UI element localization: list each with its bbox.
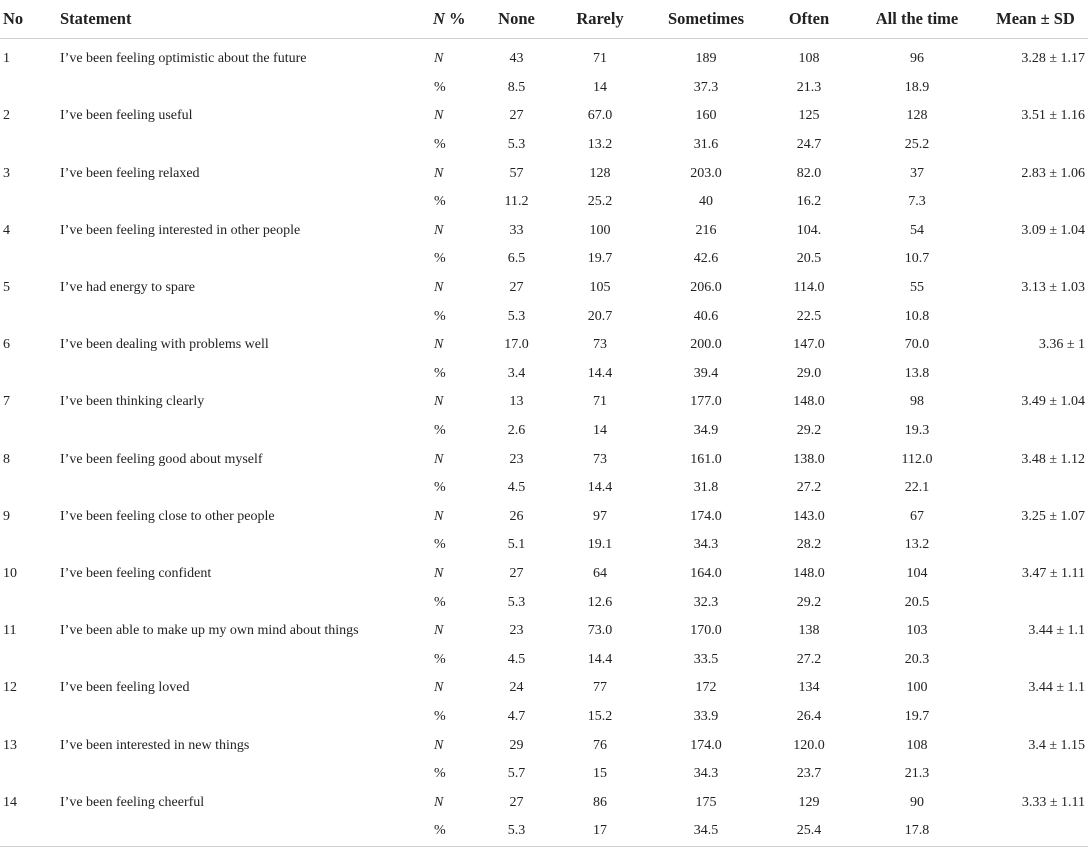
count-rarely: 71 (593, 51, 607, 67)
row-number: 14 (3, 794, 17, 810)
percent-often: 24.7 (796, 137, 822, 153)
percent-often: 25.4 (767, 817, 851, 846)
count-often: 148.0 (793, 394, 825, 410)
row-mean-blank (983, 645, 1088, 674)
row-n-label: N (434, 337, 444, 353)
row-mean-blank (983, 417, 1088, 446)
row-number-blank (0, 245, 58, 274)
row-n-label: N (434, 108, 444, 124)
row-mean-sd: 3.49 ± 1.04 (1021, 394, 1085, 410)
row-statement: I’ve been feeling useful (60, 108, 193, 124)
count-sometimes: 174.0 (690, 508, 722, 524)
header-mean-sd: Mean ± SD (983, 0, 1088, 39)
count-sometimes: 206.0 (690, 280, 722, 296)
percent-none: 6.5 (507, 251, 526, 267)
percent-none: 5.3 (507, 137, 526, 153)
percent-rarely: 14 (593, 423, 607, 439)
row-number-blank (0, 417, 58, 446)
row-pct-label: % (434, 251, 446, 267)
percent-rarely: 12.6 (587, 594, 613, 610)
percent-all-the-time: 7.3 (908, 194, 926, 210)
table-row-percent (0, 474, 1088, 503)
row-statement-blank (58, 760, 428, 789)
table-header (0, 0, 1088, 39)
row-mean-blank (983, 131, 1088, 160)
percent-all-the-time: 19.7 (904, 708, 930, 724)
percent-rarely: 25.2 (587, 194, 613, 210)
row-n-label: N (434, 508, 444, 524)
count-often: 104. (796, 222, 822, 238)
row-mean-blank (983, 74, 1088, 103)
header-no: No (0, 0, 58, 39)
count-all-the-time: 67 (910, 508, 924, 524)
table-row-percent (0, 360, 1088, 389)
row-mean-blank (983, 817, 1088, 846)
count-sometimes: 160 (695, 108, 717, 124)
row-statement: I’ve been feeling confident (60, 565, 212, 581)
count-rarely: 86 (593, 794, 607, 810)
count-often: 143.0 (793, 508, 825, 524)
percent-all-the-time: 22.1 (904, 480, 930, 496)
row-statement-blank (58, 703, 428, 732)
row-statement-blank (58, 188, 428, 217)
count-often: 134 (798, 680, 820, 696)
count-all-the-time: 112.0 (901, 451, 933, 467)
row-n-label: N (434, 451, 444, 467)
row-statement-blank (58, 302, 428, 331)
row-statement-blank (58, 645, 428, 674)
count-rarely: 76 (593, 737, 607, 753)
row-number-blank (0, 588, 58, 617)
row-statement: I’ve been feeling good about myself (60, 451, 263, 467)
percent-all-the-time: 10.8 (904, 308, 930, 324)
row-number-blank (0, 131, 58, 160)
row-mean-sd: 2.83 ± 1.06 (1021, 165, 1085, 181)
percent-rarely: 13.2 (587, 137, 613, 153)
percent-rarely: 17 (555, 817, 645, 846)
percent-sometimes: 40 (699, 194, 713, 210)
row-n-label: N (434, 51, 444, 67)
row-statement: I’ve had energy to spare (60, 280, 196, 296)
row-mean-sd: 3.28 ± 1.17 (1021, 51, 1085, 67)
table-row-percent (0, 588, 1088, 617)
row-mean-sd: 3.09 ± 1.04 (1021, 222, 1085, 238)
row-number: 9 (3, 508, 10, 524)
row-statement-blank (58, 245, 428, 274)
row-statement: I’ve been feeling relaxed (60, 165, 200, 181)
header-none: None (478, 0, 555, 39)
table-row-count (0, 617, 1088, 646)
count-often: 148.0 (793, 565, 825, 581)
count-rarely: 67.0 (587, 108, 613, 124)
row-mean-blank (983, 531, 1088, 560)
count-all-the-time: 55 (910, 280, 924, 296)
header-statement: Statement (58, 0, 428, 39)
row-pct-label: % (434, 651, 446, 667)
row-statement-blank (58, 74, 428, 103)
row-mean-sd: 3.33 ± 1.11 (1021, 794, 1085, 810)
percent-all-the-time: 13.2 (904, 537, 930, 553)
count-often: 138.0 (793, 451, 825, 467)
row-n-label: N (434, 222, 444, 238)
percent-sometimes: 34.5 (645, 817, 767, 846)
table-row-count (0, 445, 1088, 474)
percent-often: 26.4 (796, 708, 822, 724)
row-n-label: N (434, 623, 444, 639)
percent-often: 27.2 (796, 651, 822, 667)
table-row-count (0, 503, 1088, 532)
percent-none: 4.7 (507, 708, 526, 724)
table-row-count (0, 159, 1088, 188)
row-mean-blank (983, 302, 1088, 331)
percent-rarely: 14.4 (587, 651, 613, 667)
count-often: 125 (798, 108, 820, 124)
row-number-blank (0, 188, 58, 217)
row-pct-label: % (434, 308, 446, 324)
percent-often: 23.7 (796, 766, 822, 782)
row-n-label: N (434, 794, 444, 810)
header-pct-label: % (444, 9, 466, 28)
count-rarely: 73 (593, 337, 607, 353)
count-often: 108 (798, 51, 820, 67)
row-statement: I’ve been feeling interested in other people (60, 222, 301, 238)
percent-sometimes: 31.6 (693, 137, 719, 153)
header-all-the-time: All the time (851, 0, 983, 39)
count-sometimes: 170.0 (690, 623, 722, 639)
count-often: 120.0 (793, 737, 825, 753)
count-sometimes: 189 (695, 51, 717, 67)
percent-none: 5.7 (507, 766, 526, 782)
percent-often: 29.2 (796, 594, 822, 610)
count-sometimes: 216 (695, 222, 717, 238)
row-pct-label: % (434, 365, 446, 381)
percent-rarely: 19.1 (587, 537, 613, 553)
count-none: 27 (509, 794, 524, 810)
row-number-blank (0, 760, 58, 789)
table-row-count (0, 45, 1088, 74)
header-often: Often (767, 0, 851, 39)
percent-all-the-time: 18.9 (904, 79, 930, 95)
count-all-the-time: 100 (906, 680, 928, 696)
row-pct-label: % (434, 137, 446, 153)
row-n-label: N (434, 394, 444, 410)
percent-sometimes: 33.9 (693, 708, 719, 724)
table-row-percent (0, 302, 1088, 331)
count-none: 23 (509, 623, 524, 639)
table-row-count (0, 102, 1088, 131)
table-row-count (0, 217, 1088, 246)
row-number: 10 (3, 565, 17, 581)
count-all-the-time: 98 (910, 394, 924, 410)
row-number: 3 (3, 165, 10, 181)
percent-often: 28.2 (796, 537, 822, 553)
percent-sometimes: 34.3 (693, 537, 719, 553)
percent-rarely: 15.2 (587, 708, 613, 724)
row-statement: I’ve been feeling cheerful (60, 794, 205, 810)
row-n-label: N (434, 737, 444, 753)
header-n-label: N (433, 9, 445, 28)
row-pct-label: % (434, 480, 446, 496)
percent-sometimes: 40.6 (693, 308, 719, 324)
count-rarely: 105 (589, 280, 611, 296)
percent-all-the-time: 25.2 (904, 137, 930, 153)
table-row-percent (0, 645, 1088, 674)
count-often: 138 (798, 623, 820, 639)
row-number: 2 (3, 108, 10, 124)
percent-rarely: 14 (593, 79, 607, 95)
count-rarely: 73.0 (587, 623, 613, 639)
row-n-label: N (434, 680, 444, 696)
percent-none: 11.2 (504, 194, 529, 210)
count-rarely: 71 (593, 394, 607, 410)
header-rarely: Rarely (555, 0, 645, 39)
count-sometimes: 161.0 (690, 451, 722, 467)
count-all-the-time: 108 (906, 737, 928, 753)
count-none: 33 (509, 222, 524, 238)
row-statement: I’ve been feeling loved (60, 680, 190, 696)
row-number: 11 (3, 623, 17, 639)
row-number: 4 (3, 222, 10, 238)
percent-sometimes: 42.6 (693, 251, 719, 267)
table-row-percent (0, 760, 1088, 789)
row-number: 13 (3, 737, 17, 753)
count-none: 29 (509, 737, 524, 753)
row-mean-blank (983, 760, 1088, 789)
row-statement: I’ve been thinking clearly (60, 394, 205, 410)
row-statement: I’ve been dealing with problems well (60, 337, 269, 353)
row-statement-blank (58, 531, 428, 560)
row-number: 1 (3, 51, 10, 67)
row-mean-blank (983, 188, 1088, 217)
row-mean-sd: 3.48 ± 1.12 (1021, 451, 1085, 467)
percent-all-the-time: 20.5 (904, 594, 930, 610)
percent-sometimes: 33.5 (693, 651, 719, 667)
percent-none: 8.5 (507, 79, 526, 95)
table-row-percent (0, 131, 1088, 160)
count-none: 27 (509, 108, 524, 124)
row-mean-blank (983, 588, 1088, 617)
percent-none: 4.5 (507, 480, 526, 496)
count-none: 26 (509, 508, 524, 524)
count-none: 13 (509, 394, 524, 410)
count-sometimes: 203.0 (690, 165, 722, 181)
table-row-count (0, 731, 1088, 760)
count-none: 57 (509, 165, 524, 181)
count-rarely: 100 (589, 222, 611, 238)
table-row-percent (0, 531, 1088, 560)
row-n-label: N (434, 565, 444, 581)
row-number-blank (0, 817, 58, 846)
count-often: 147.0 (793, 337, 825, 353)
row-statement-blank (58, 817, 428, 846)
row-number-blank (0, 474, 58, 503)
table-row-count (0, 788, 1088, 817)
percent-sometimes: 31.8 (693, 480, 719, 496)
table-row-count (0, 274, 1088, 303)
row-mean-sd: 3.4 ± 1.15 (1028, 737, 1085, 753)
count-all-the-time: 128 (906, 108, 928, 124)
row-number: 12 (3, 680, 17, 696)
count-sometimes: 200.0 (690, 337, 722, 353)
row-n-label: N (434, 165, 444, 181)
row-statement-blank (58, 588, 428, 617)
count-none: 27 (509, 565, 524, 581)
row-pct-label: % (434, 79, 446, 95)
percent-often: 22.5 (796, 308, 822, 324)
percent-often: 29.2 (796, 423, 822, 439)
count-none: 17.0 (504, 337, 529, 353)
percent-all-the-time: 10.7 (904, 251, 930, 267)
row-statement: I’ve been able to make up my own mind about things (60, 623, 359, 639)
table-body (0, 39, 1088, 847)
row-mean-sd: 3.13 ± 1.03 (1021, 280, 1085, 296)
count-all-the-time: 90 (910, 794, 924, 810)
count-sometimes: 164.0 (690, 565, 722, 581)
count-sometimes: 174.0 (690, 737, 722, 753)
row-mean-blank (983, 703, 1088, 732)
count-none: 24 (509, 680, 524, 696)
row-number-blank (0, 531, 58, 560)
table-row-percent (0, 188, 1088, 217)
row-number-blank (0, 74, 58, 103)
row-statement-blank (58, 131, 428, 160)
row-number-blank (0, 302, 58, 331)
row-number-blank (0, 645, 58, 674)
header-n-pct (428, 0, 478, 39)
percent-rarely: 14.4 (587, 480, 613, 496)
percent-none: 5.1 (507, 537, 526, 553)
row-pct-label: % (434, 594, 446, 610)
percent-all-the-time: 17.8 (851, 817, 983, 846)
count-rarely: 77 (593, 680, 607, 696)
row-mean-blank (983, 360, 1088, 389)
row-number: 8 (3, 451, 10, 467)
count-all-the-time: 70.0 (904, 337, 930, 353)
percent-rarely: 15 (593, 766, 607, 782)
table-row-percent (0, 245, 1088, 274)
table-row-percent (0, 817, 1088, 846)
count-all-the-time: 37 (910, 165, 924, 181)
row-mean-sd: 3.51 ± 1.16 (1021, 108, 1085, 124)
header-row (0, 0, 1088, 39)
percent-often: 21.3 (796, 79, 822, 95)
percent-sometimes: 37.3 (693, 79, 719, 95)
row-mean-sd: 3.47 ± 1.11 (1021, 565, 1085, 581)
row-number: 7 (3, 394, 10, 410)
percent-none: 4.5 (507, 651, 526, 667)
count-rarely: 128 (589, 165, 611, 181)
percent-rarely: 20.7 (587, 308, 613, 324)
percent-none: 5.3 (507, 308, 526, 324)
count-often: 114.0 (793, 280, 825, 296)
count-often: 82.0 (796, 165, 822, 181)
percent-none: 5.3 (478, 817, 555, 846)
row-statement: I’ve been feeling close to other people (60, 508, 275, 524)
count-all-the-time: 96 (910, 51, 924, 67)
count-all-the-time: 104 (906, 565, 928, 581)
row-pct-label: % (434, 766, 446, 782)
row-statement-blank (58, 474, 428, 503)
table-row-count (0, 331, 1088, 360)
percent-often: 16.2 (796, 194, 822, 210)
percent-sometimes: 32.3 (693, 594, 719, 610)
table-row-count (0, 388, 1088, 417)
count-none: 43 (509, 51, 524, 67)
row-pct-label: % (434, 423, 446, 439)
row-number-blank (0, 703, 58, 732)
row-mean-sd: 3.44 ± 1.1 (1028, 680, 1085, 696)
row-pct-label: % (434, 537, 446, 553)
percent-often: 29.0 (796, 365, 822, 381)
row-mean-sd: 3.36 ± 1 (1038, 337, 1085, 353)
row-mean-blank (983, 245, 1088, 274)
count-all-the-time: 54 (910, 222, 924, 238)
count-rarely: 64 (593, 565, 607, 581)
percent-sometimes: 34.3 (693, 766, 719, 782)
table-row-count (0, 560, 1088, 589)
percent-all-the-time: 13.8 (904, 365, 930, 381)
count-sometimes: 177.0 (690, 394, 722, 410)
count-rarely: 73 (593, 451, 607, 467)
count-all-the-time: 103 (906, 623, 928, 639)
row-pct-label: % (434, 708, 446, 724)
percent-often: 27.2 (796, 480, 822, 496)
table-row-percent (0, 417, 1088, 446)
row-statement-blank (58, 360, 428, 389)
count-sometimes: 175 (695, 794, 717, 810)
percent-rarely: 14.4 (587, 365, 613, 381)
row-n-label: N (434, 280, 444, 296)
count-often: 129 (798, 794, 820, 810)
row-pct-label: % (428, 817, 478, 846)
percent-all-the-time: 19.3 (904, 423, 930, 439)
percent-sometimes: 34.9 (693, 423, 719, 439)
count-none: 27 (509, 280, 524, 296)
percent-none: 3.4 (507, 365, 526, 381)
row-mean-blank (983, 474, 1088, 503)
header-sometimes: Sometimes (645, 0, 767, 39)
row-number-blank (0, 360, 58, 389)
row-mean-sd: 3.44 ± 1.1 (1028, 623, 1085, 639)
row-statement: I’ve been interested in new things (60, 737, 250, 753)
table-row-percent (0, 703, 1088, 732)
percent-none: 2.6 (507, 423, 526, 439)
percent-all-the-time: 20.3 (904, 651, 930, 667)
percent-none: 5.3 (507, 594, 526, 610)
row-number: 6 (3, 337, 10, 353)
percent-all-the-time: 21.3 (904, 766, 930, 782)
row-mean-sd: 3.25 ± 1.07 (1021, 508, 1085, 524)
count-rarely: 97 (593, 508, 607, 524)
count-sometimes: 172 (695, 680, 717, 696)
row-statement: I’ve been feeling optimistic about the future (60, 51, 307, 67)
row-statement-blank (58, 417, 428, 446)
percent-rarely: 19.7 (587, 251, 613, 267)
table-row-count (0, 674, 1088, 703)
row-pct-label: % (434, 194, 446, 210)
percent-sometimes: 39.4 (693, 365, 719, 381)
row-number: 5 (3, 280, 10, 296)
count-none: 23 (509, 451, 524, 467)
percent-often: 20.5 (796, 251, 822, 267)
table-row-percent (0, 74, 1088, 103)
